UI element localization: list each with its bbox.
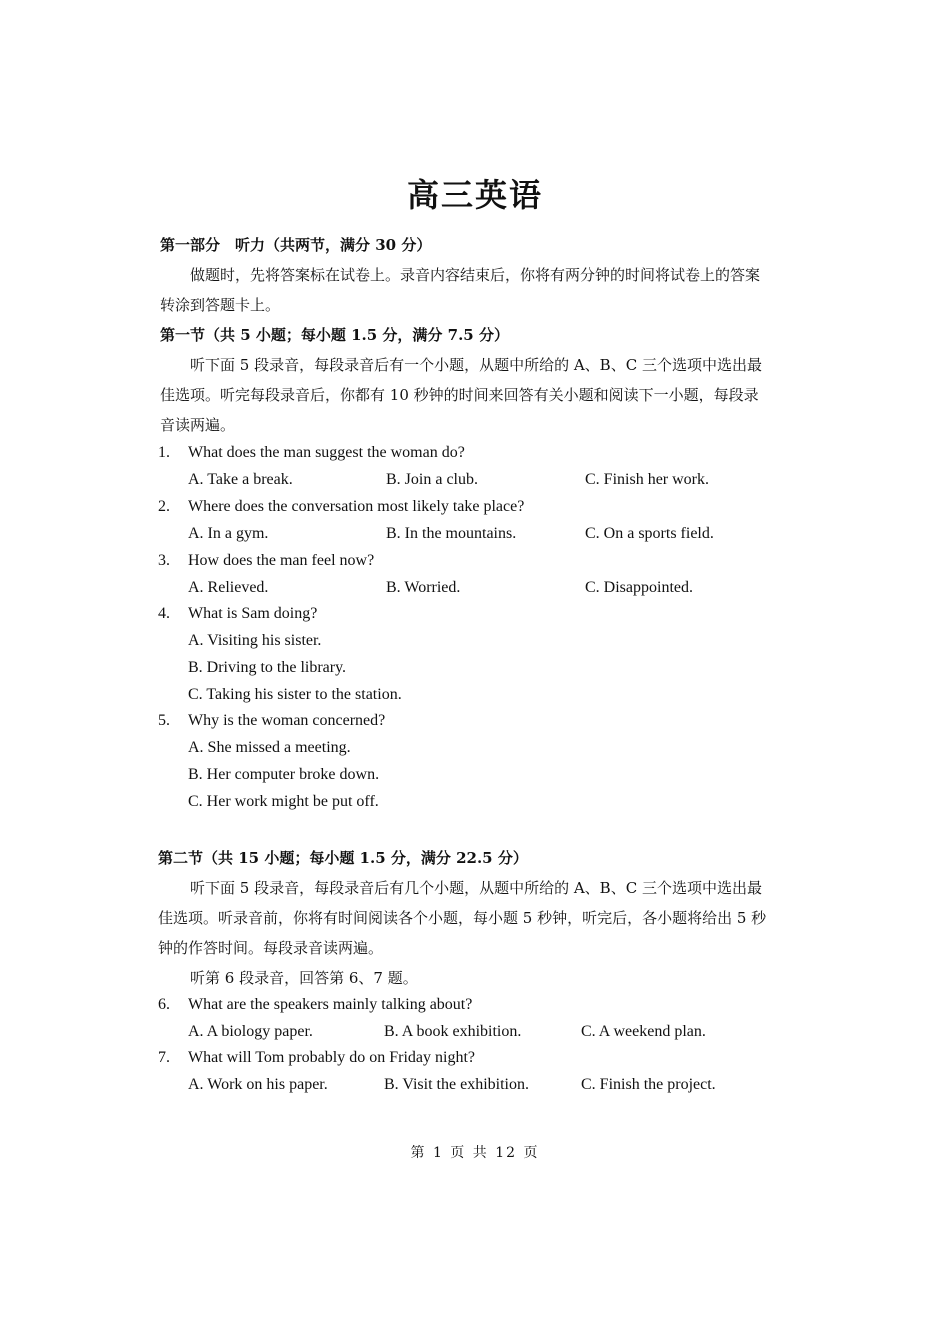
section1-heading: 第一节（共 5 小题；每小题 1.5 分，满分 7.5 分）: [160, 326, 509, 344]
question-number: 5.: [158, 712, 170, 729]
question-text: How does the man feel now?: [188, 552, 375, 569]
question-text: What are the speakers mainly talking about?: [188, 996, 473, 1013]
question-text: What will Tom probably do on Friday night?: [188, 1049, 475, 1066]
question-text: What does the man suggest the woman do?: [188, 444, 465, 461]
section1-intro-line2: 佳选项。听完每段录音后，你都有 10 秒钟的时间来回答有关小题和阅读下一小题，每段录: [160, 386, 759, 404]
page-footer: 第 1 页 共 12 页: [410, 1145, 540, 1161]
option-c: C. On a sports field.: [585, 525, 714, 542]
option-c: C. A weekend plan.: [581, 1023, 706, 1040]
question-number: 6.: [158, 996, 170, 1013]
option-a: A. Visiting his sister.: [188, 632, 322, 649]
option-c: C. Finish her work.: [585, 471, 709, 488]
question-text: Where does the conversation most likely take place?: [188, 498, 525, 515]
option-b: B. In the mountains.: [386, 525, 517, 542]
option-a: A. In a gym.: [188, 525, 269, 542]
option-c: C. Disappointed.: [585, 579, 693, 596]
section2-sub-heading: 听第 6 段录音，回答第 6、7 题。: [190, 969, 418, 987]
question-number: 3.: [158, 552, 170, 569]
section1-intro-line1: 听下面 5 段录音，每段录音后有一个小题，从题中所给的 A、B、C 三个选项中选出最: [190, 356, 762, 374]
option-c: C. Finish the project.: [581, 1076, 716, 1093]
option-b: B. Worried.: [386, 579, 461, 596]
option-a: A. Relieved.: [188, 579, 269, 596]
part1-intro-line1: 做题时，先将答案标在试卷上。录音内容结束后，你将有两分钟的时间将试卷上的答案: [190, 266, 761, 284]
section2-heading: 第二节（共 15 小题；每小题 1.5 分，满分 22.5 分）: [158, 849, 528, 867]
section2-intro-line1: 听下面 5 段录音，每段录音后有几个小题，从题中所给的 A、B、C 三个选项中选出最: [190, 879, 762, 897]
section1-intro-line3: 音读两遍。: [160, 416, 236, 434]
part1-intro-line2: 转涂到答题卡上。: [160, 296, 281, 314]
question-number: 2.: [158, 498, 170, 515]
section2-intro-line3: 钟的作答时间。每段录音读两遍。: [158, 939, 384, 957]
option-b: B. Join a club.: [386, 471, 478, 488]
option-b: B. A book exhibition.: [384, 1023, 522, 1040]
section2-intro-line2: 佳选项。听录音前，你将有时间阅读各个小题，每小题 5 秒钟，听完后，各小题将给出 5 秒: [158, 909, 767, 927]
question-text: What is Sam doing?: [188, 605, 318, 622]
page-title: 高三英语: [406, 176, 543, 214]
option-a: A. Work on his paper.: [188, 1076, 328, 1093]
question-text: Why is the woman concerned?: [188, 712, 386, 729]
option-a: A. A biology paper.: [188, 1023, 313, 1040]
option-a: A. Take a break.: [188, 471, 293, 488]
option-c: C. Taking his sister to the station.: [188, 686, 402, 703]
part1-heading: 第一部分 听力（共两节，满分 30 分）: [160, 236, 432, 254]
option-b: B. Her computer broke down.: [188, 766, 380, 783]
option-a: A. She missed a meeting.: [188, 739, 351, 756]
question-number: 7.: [158, 1049, 170, 1066]
option-b: B. Visit the exhibition.: [384, 1076, 529, 1093]
option-b: B. Driving to the library.: [188, 659, 347, 676]
question-number: 1.: [158, 444, 170, 461]
question-number: 4.: [158, 605, 170, 622]
option-c: C. Her work might be put off.: [188, 793, 379, 810]
